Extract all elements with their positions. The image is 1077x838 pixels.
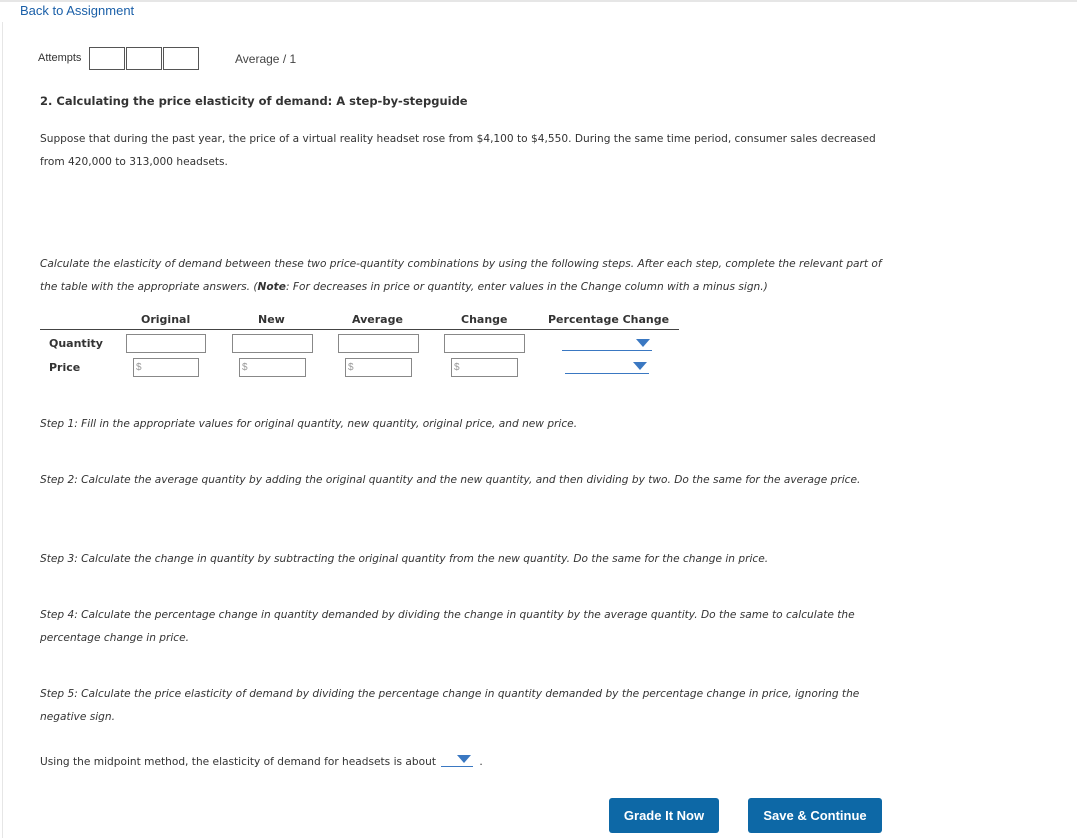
midpoint-sentence	[40, 751, 900, 774]
table-header-rule	[40, 329, 679, 330]
price-original-currency: $	[136, 362, 142, 373]
col-header-original: Original	[141, 313, 191, 326]
note-label: Note	[257, 280, 286, 293]
average-score: Average / 1	[235, 52, 297, 66]
grade-it-now-button[interactable]: Grade It Now	[609, 798, 719, 833]
col-header-average: Average	[352, 313, 403, 326]
caret-down-icon	[633, 362, 647, 370]
attempt-box-2	[126, 47, 162, 70]
save-and-continue-button[interactable]: Save & Continue	[748, 798, 882, 833]
attempts-label: Attempts	[38, 52, 82, 64]
question-title: 2. Calculating the price elasticity of demand: A step-by-stepguide	[40, 94, 468, 108]
attempt-box-1	[89, 47, 125, 70]
quantity-original-input[interactable]	[126, 334, 206, 353]
price-change-input[interactable]	[451, 358, 518, 377]
calc-instructions	[40, 253, 900, 298]
calc-instructions-post: : For decreases in price or quantity, enter values in the Change column with a minus sign.)	[285, 280, 768, 293]
price-average-input[interactable]	[345, 358, 412, 377]
price-original-input[interactable]	[133, 358, 199, 377]
attempts-indicator	[89, 47, 199, 70]
quantity-new-input[interactable]	[232, 334, 313, 353]
price-average-currency: $	[348, 362, 354, 373]
step-5-text: Step 5: Calculate the price elasticity of demand by dividing the percentage change in quantity demanded by the percentage change in price, ignoring the negative sign.	[40, 688, 860, 723]
left-border	[2, 22, 3, 838]
elasticity-dropdown[interactable]	[441, 754, 473, 767]
caret-down-icon	[457, 755, 471, 763]
calc-instructions-pre: Calculate the elasticity of demand between these two price-quantity combinations by using the following steps. After each step, complete the relevant part of the table with the appropriate answers. (	[40, 258, 882, 293]
col-header-change: Change	[461, 313, 508, 326]
price-new-input[interactable]	[239, 358, 306, 377]
step-2-text: Step 2: Calculate the average quantity by adding the original quantity and the new quantity, and then dividing by two. Do the same for the average price.	[40, 474, 861, 486]
quantity-average-input[interactable]	[338, 334, 419, 353]
row-label-price: Price	[49, 361, 81, 374]
midpoint-text: Using the midpoint method, the elasticity of demand for headsets is about	[40, 756, 436, 768]
question-intro: Suppose that during the past year, the price of a virtual reality headset rose from $4,100 to $4,550. During the same time period, consumer sales decreased from 420,000 to 313,000 headsets.	[40, 133, 876, 168]
price-new-currency: $	[242, 362, 248, 373]
attempt-box-3	[163, 47, 199, 70]
back-to-assignment-link[interactable]: Back to Assignment	[20, 3, 135, 18]
midpoint-suffix: .	[479, 756, 483, 768]
quantity-change-input[interactable]	[444, 334, 525, 353]
col-header-new: New	[258, 313, 285, 326]
top-border	[0, 0, 1077, 2]
step-1-text: Step 1: Fill in the appropriate values for original quantity, new quantity, original price, and new price.	[40, 418, 578, 430]
col-header-percentage-change: Percentage Change	[548, 313, 670, 326]
price-change-currency: $	[454, 362, 460, 373]
quantity-percentage-change-dropdown[interactable]	[562, 336, 652, 351]
caret-down-icon	[636, 339, 650, 347]
step-3-text: Step 3: Calculate the change in quantity by subtracting the original quantity from the new quantity. Do the same for the change in price.	[40, 553, 769, 565]
row-label-quantity: Quantity	[49, 337, 103, 350]
price-percentage-change-dropdown[interactable]	[565, 359, 649, 374]
step-4-text: Step 4: Calculate the percentage change in quantity demanded by dividing the change in quantity by the average quantity. Do the same to calculate the percentage change in price.	[40, 609, 855, 644]
